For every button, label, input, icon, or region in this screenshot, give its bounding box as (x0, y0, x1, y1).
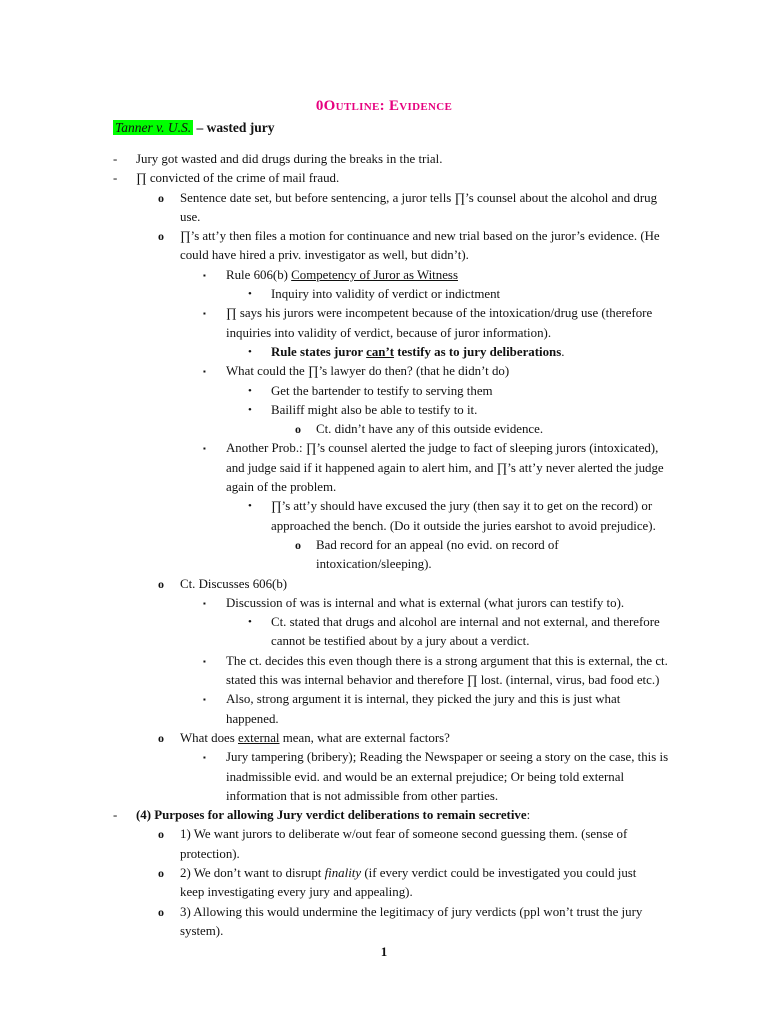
text-body: (4) Purposes for allowing Jury verdict deliberations to remain secretive (136, 808, 527, 823)
outline-line (0, 652, 768, 671)
dot-bullet: • (248, 288, 252, 301)
underlined-text: Competency of Juror as Witness (291, 267, 458, 282)
outline-text (180, 845, 240, 864)
text-body: (if every verdict could be investigated you could just (361, 865, 637, 880)
circle-bullet: o (158, 190, 164, 205)
outline-line (0, 362, 768, 381)
outline-text (316, 536, 559, 555)
outline-line (0, 903, 768, 922)
outline-line (0, 382, 768, 401)
case-subtitle: – wasted jury (193, 120, 275, 135)
text-body: Sentence date set, but before sentencing, a juror tells ∏’s counsel about the alcohol and drug (180, 190, 658, 205)
text-body: Get the bartender to testify to serving them (271, 383, 493, 398)
outline-line (0, 864, 768, 883)
text-body: inquiries into validity of verdict, because of juror information). (226, 325, 552, 340)
circle-bullet: o (158, 904, 164, 919)
text-body: What could the ∏’s lawyer do then? (that he didn’t do) (226, 364, 510, 379)
text-prefix: Rule 606(b) (226, 267, 292, 282)
text-body: happened. (226, 711, 279, 726)
circle-bullet: o (158, 865, 164, 880)
outline-text (226, 787, 498, 806)
text-body: stated this was internal behavior and therefore ∏ lost. (internal, virus, bad food etc.) (226, 673, 660, 688)
outline-text (226, 478, 336, 497)
text-prefix: Rule states juror (271, 344, 367, 359)
italic-text: finality (324, 865, 362, 880)
outline-text (180, 575, 287, 594)
outline-text (180, 864, 636, 883)
outline-line (0, 922, 768, 941)
outline-line (0, 478, 768, 497)
outline-line (0, 883, 768, 902)
square-bullet: ▪ (203, 695, 206, 705)
outline-text (226, 266, 458, 285)
outline-line (0, 594, 768, 613)
outline-line (0, 285, 768, 304)
outline-text (316, 555, 432, 574)
outline-text (271, 343, 564, 362)
outline-line (0, 768, 768, 787)
outline-line (0, 632, 768, 651)
outline-text (271, 382, 493, 401)
outline-text (226, 748, 668, 767)
text-body: testify as to jury deliberations (394, 344, 562, 359)
outline-line (0, 497, 768, 516)
circle-bullet: o (158, 827, 164, 842)
dot-bullet: • (248, 403, 252, 416)
outline-line (0, 420, 768, 439)
outline-line (0, 343, 768, 362)
outline-text (271, 632, 529, 651)
outline-text (316, 420, 543, 439)
outline-text (226, 439, 658, 458)
dot-bullet: • (248, 384, 252, 397)
outline-text (180, 825, 627, 844)
text-body: inadmissible evid. and would be an external prejudice; Or being told external (226, 769, 625, 784)
outline-line (0, 189, 768, 208)
circle-bullet: o (295, 537, 301, 552)
outline-line (0, 690, 768, 709)
dot-bullet: • (248, 500, 252, 513)
outline-text (226, 304, 652, 323)
text-body: ∏’s att’y then files a motion for continuance and new trial based on the juror’s evidence. (He (180, 229, 660, 244)
outline-text (271, 497, 652, 516)
text-body: use. (180, 209, 201, 224)
outline-line (0, 787, 768, 806)
text-body: Bailiff might also be able to testify to it. (271, 402, 478, 417)
text-body: ∏’s att’y should have excused the jury (then say it to get on the record) or (271, 499, 653, 514)
outline-text (180, 883, 413, 902)
text-body: again of the problem. (226, 480, 337, 495)
square-bullet: ▪ (203, 753, 206, 763)
text-body: The ct. decides this even though there is a strong argument that this is external, the ct. (226, 653, 668, 668)
text-body: ∏ convicted of the crime of mail fraud. (136, 171, 340, 186)
dot-bullet: • (248, 616, 252, 629)
circle-bullet: o (158, 730, 164, 745)
outline-line (0, 536, 768, 555)
text-body: cannot be testified about by a jury about a verdict. (271, 634, 530, 649)
outline-line (0, 246, 768, 265)
outline-text (226, 324, 551, 343)
text-body: could have hired a priv. investigator as well, but didn’t). (180, 248, 469, 263)
square-bullet: ▪ (203, 598, 206, 608)
outline-line (0, 825, 768, 844)
outline-text (180, 189, 657, 208)
outline-line (0, 555, 768, 574)
text-body: ∏ says his jurors were incompetent because of the intoxication/drug use (therefore (226, 306, 653, 321)
outline-line (0, 613, 768, 632)
outline-text (226, 690, 620, 709)
text-body: intoxication/sleeping). (316, 557, 432, 572)
outline-text (136, 150, 442, 169)
outline-line (0, 304, 768, 323)
outline-text (180, 729, 450, 748)
outline-line (0, 710, 768, 729)
text-body: Ct. stated that drugs and alcohol are internal and not external, and therefore (271, 615, 660, 630)
outline-line (0, 227, 768, 246)
text-body: information that is not admissible from other parties. (226, 788, 499, 803)
outline-text (271, 285, 500, 304)
outline-line (0, 169, 768, 188)
outline-text (180, 246, 469, 265)
text-body: mean, what are external factors? (279, 730, 450, 745)
outline-body (0, 150, 768, 941)
outline-text (271, 613, 660, 632)
circle-bullet: o (158, 229, 164, 244)
outline-line (0, 748, 768, 767)
outline-text (226, 710, 279, 729)
text-body: Jury tampering (bribery); Reading the Newspaper or seeing a story on the case, this is (226, 750, 669, 765)
outline-line (0, 575, 768, 594)
outline-line (0, 806, 768, 825)
outline-text (226, 768, 624, 787)
outline-text (180, 208, 200, 227)
outline-line (0, 439, 768, 458)
outline-line (0, 324, 768, 343)
text-body: and judge said if it happened again to alert him, and ∏’s att’y never alerted the judge (226, 460, 664, 475)
outline-text (226, 362, 509, 381)
outline-line (0, 729, 768, 748)
square-bullet: ▪ (203, 270, 206, 280)
text-body: keep investigating every jury and appealing). (180, 885, 413, 900)
outline-text (226, 459, 664, 478)
text-body: 1) We want jurors to deliberate w/out fear of someone second guessing them. (sense of (180, 827, 628, 842)
text-body: system). (180, 923, 224, 938)
text-body: Also, strong argument it is internal, they picked the jury and this is just what (226, 692, 621, 707)
text-body: Discussion of was is internal and what is external (what jurors can testify to). (226, 595, 625, 610)
text-suffix: . (561, 344, 565, 359)
circle-bullet: o (295, 422, 301, 437)
dash-bullet: - (113, 808, 118, 823)
circle-bullet: o (158, 576, 164, 591)
page-number: 1 (380, 944, 388, 959)
text-body: Ct. didn’t have any of this outside evidence. (316, 422, 544, 437)
document-title: 0Outline: Evidence (315, 98, 453, 114)
square-bullet: ▪ (203, 444, 206, 454)
outline-text (271, 517, 656, 536)
outline-text (136, 806, 530, 825)
outline-text (180, 227, 660, 246)
square-bullet: ▪ (203, 367, 206, 377)
text-body: Jury got wasted and did drugs during the breaks in the trial. (136, 152, 443, 166)
dash-bullet: - (113, 152, 118, 166)
underlined-text: external (238, 730, 280, 745)
outline-text (226, 671, 659, 690)
outline-line (0, 266, 768, 285)
underlined-text: can’t (366, 344, 395, 359)
outline-text (180, 922, 223, 941)
text-body: Inquiry into validity of verdict or indictment (271, 287, 501, 302)
case-name: Tanner v. U.S. (115, 120, 192, 135)
outline-text (226, 594, 624, 613)
text-body: Bad record for an appeal (no evid. on record of (316, 537, 559, 552)
outline-line (0, 208, 768, 227)
text-body: approached the bench. (Do it outside the juries earshot to avoid prejudice). (271, 518, 656, 533)
outline-text (226, 652, 668, 671)
outline-line (0, 845, 768, 864)
text-body: Ct. Discusses 606(b) (180, 576, 288, 591)
square-bullet: ▪ (203, 656, 206, 666)
outline-text (271, 401, 477, 420)
outline-line (0, 517, 768, 536)
outline-line (0, 671, 768, 690)
outline-line (0, 459, 768, 478)
text-body: protection). (180, 846, 240, 861)
outline-line (0, 401, 768, 420)
text-suffix: : (526, 808, 531, 823)
outline-text (136, 169, 339, 188)
text-body: 3) Allowing this would undermine the legitimacy of jury verdicts (ppl won’t trust the jury (180, 904, 643, 919)
text-prefix: What does (180, 730, 238, 745)
outline-line (0, 150, 768, 169)
text-body: Another Prob.: ∏’s counsel alerted the judge to fact of sleeping jurors (intoxicated), (226, 441, 659, 456)
outline-text (180, 903, 642, 922)
dot-bullet: • (248, 345, 252, 358)
square-bullet: ▪ (203, 309, 206, 319)
case-heading (113, 120, 275, 136)
dash-bullet: - (113, 171, 118, 186)
text-prefix: 2) We don’t want to disrupt (180, 865, 325, 880)
